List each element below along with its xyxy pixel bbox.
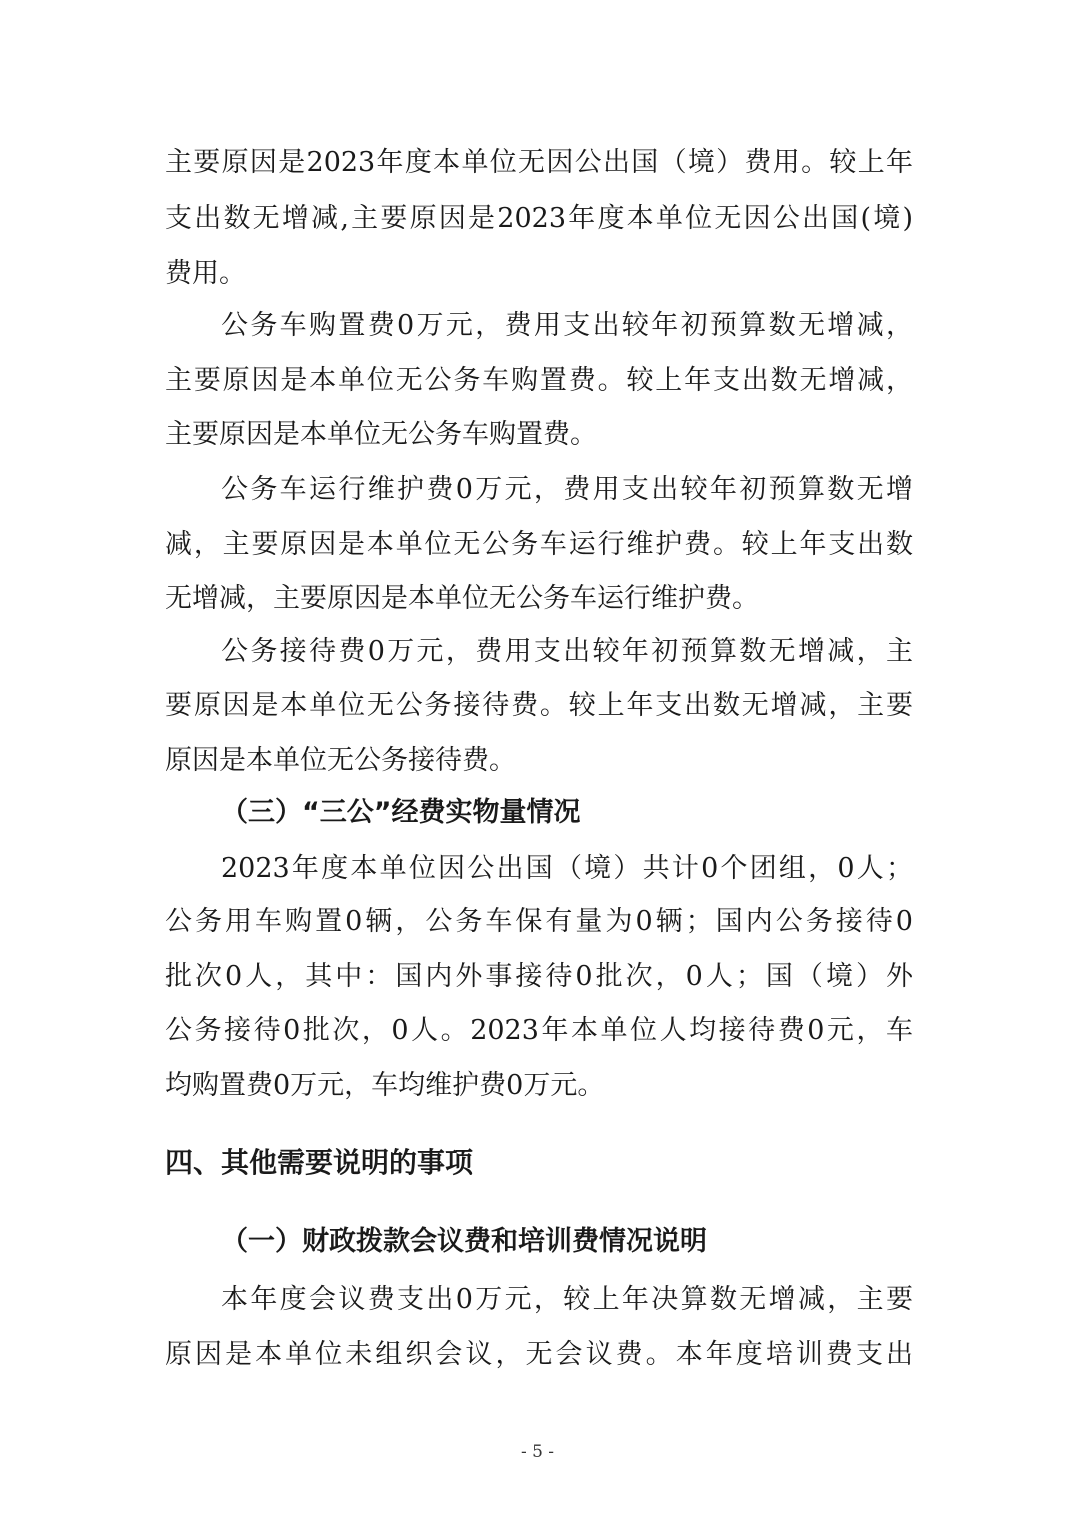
paragraph-line: 原因是本单位未组织会议，无会议费。本年度培训费支出 bbox=[165, 1339, 913, 1370]
paragraph-line: 支出数无增减,主要原因是2023年度本单位无因公出国(境) bbox=[165, 203, 913, 234]
paragraph-line: 减，主要原因是本单位无公务车运行维护费。较上年支出数 bbox=[165, 529, 913, 560]
chapter-heading: 四、其他需要说明的事项 bbox=[165, 1146, 474, 1179]
paragraph-line: 2023年度本单位因公出国（境）共计0个团组，0人； bbox=[221, 853, 913, 884]
paragraph-line: 公务接待费0万元，费用支出较年初预算数无增减，主 bbox=[221, 636, 913, 667]
paragraph-line: 公务车运行维护费0万元，费用支出较年初预算数无增 bbox=[221, 474, 913, 505]
section-heading: （一）财政拨款会议费和培训费情况说明 bbox=[221, 1226, 707, 1257]
paragraph-line: 均购置费0万元，车均维护费0万元。 bbox=[165, 1070, 605, 1101]
paragraph-line: 本年度会议费支出0万元，较上年决算数无增减，主要 bbox=[221, 1284, 913, 1315]
paragraph-line: 无增减，主要原因是本单位无公务车运行维护费。 bbox=[165, 583, 759, 614]
paragraph-line: 原因是本单位无公务接待费。 bbox=[165, 745, 516, 776]
paragraph-line: 公务车购置费0万元，费用支出较年初预算数无增减， bbox=[221, 310, 913, 341]
paragraph-line: 费用。 bbox=[165, 258, 246, 289]
paragraph-line: 主要原因是本单位无公务车购置费。 bbox=[165, 419, 597, 450]
paragraph-line: 公务用车购置0辆，公务车保有量为0辆；国内公务接待0 bbox=[165, 906, 913, 937]
paragraph-line: 批次0人，其中：国内外事接待0批次，0人；国（境）外 bbox=[165, 961, 913, 992]
section-heading: （三）“三公”经费实物量情况 bbox=[221, 797, 581, 828]
paragraph-line: 要原因是本单位无公务接待费。较上年支出数无增减，主要 bbox=[165, 690, 913, 721]
paragraph-line: 主要原因是本单位无公务车购置费。较上年支出数无增减， bbox=[165, 365, 913, 396]
paragraph-line: 主要原因是2023年度本单位无因公出国（境）费用。较上年 bbox=[165, 147, 913, 178]
page-number: - 5 - bbox=[520, 1442, 555, 1462]
paragraph-line: 公务接待0批次，0人。2023年本单位人均接待费0元，车 bbox=[165, 1015, 913, 1046]
